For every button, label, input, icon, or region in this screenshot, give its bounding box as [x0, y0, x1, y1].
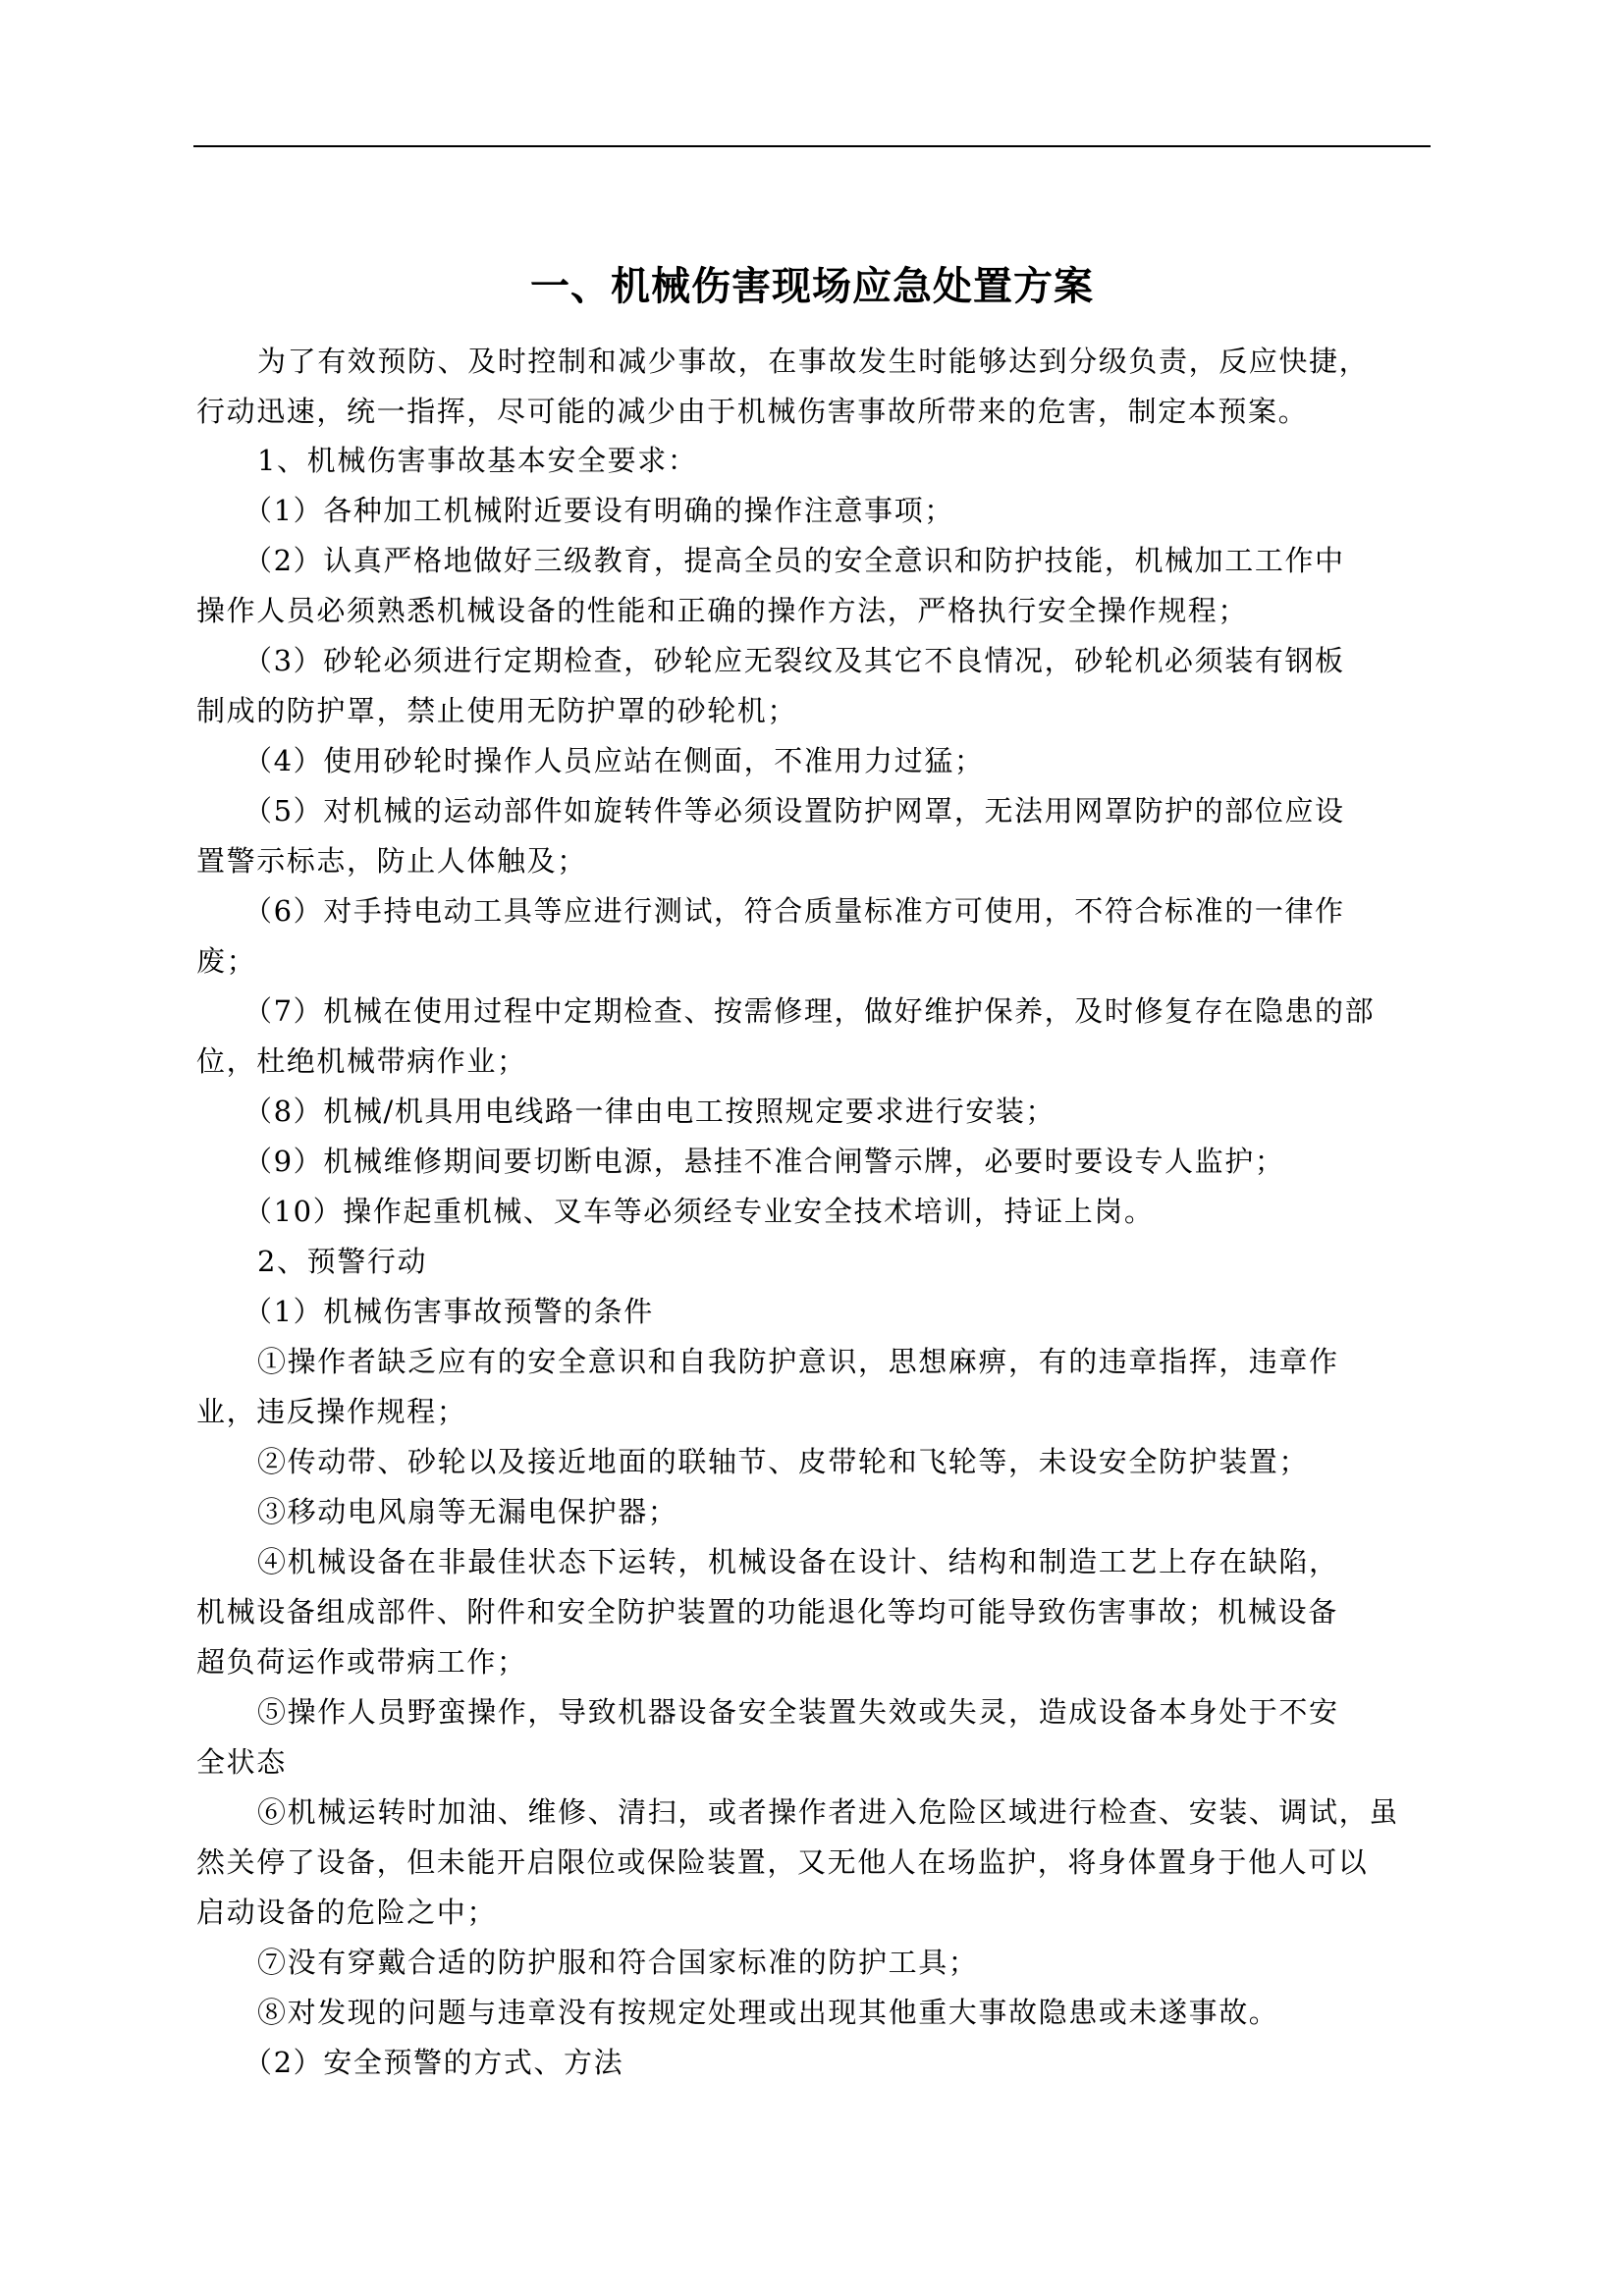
intro-line: 为了有效预防、及时控制和减少事故，在事故发生时能够达到分级负责，反应快捷，	[257, 345, 1370, 378]
condition-item: ⑤操作人员野蛮操作，导致机器设备安全装置失效或失灵，造成设备本身处于不安	[257, 1695, 1339, 1729]
requirement-item: （7）机械在使用过程中定期检查、按需修理，做好维护保养，及时修复存在隐患的部	[244, 994, 1376, 1028]
condition-item: ①操作者缺乏应有的安全意识和自我防护意识，思想麻痹，有的违章指挥，违章作	[257, 1345, 1339, 1378]
condition-item-cont: 启动设备的危险之中；	[196, 1896, 498, 1929]
requirement-item-cont: 操作人员必须熟悉机械设备的性能和正确的操作方法，严格执行安全操作规程；	[196, 594, 1249, 627]
section-heading: 2、预警行动	[257, 1245, 428, 1278]
requirement-item: （10）操作起重机械、叉车等必须经专业安全技术培训，持证上岗。	[244, 1195, 1155, 1228]
requirement-item: （6）对手持电动工具等应进行测试，符合质量标准方可使用，不符合标准的一律作	[244, 894, 1345, 928]
requirement-item-cont: 置警示标志，防止人体触及；	[196, 844, 587, 878]
condition-item-cont: 然关停了设备，但未能开启限位或保险装置，又无他人在场监护，将身体置身于他人可以	[196, 1845, 1369, 1879]
requirement-item-cont: 废；	[196, 944, 257, 978]
requirement-item: （4）使用砂轮时操作人员应站在侧面，不准用力过猛；	[244, 744, 985, 777]
requirement-item: （5）对机械的运动部件如旋转件等必须设置防护网罩，无法用网罩防护的部位应设	[244, 794, 1345, 828]
header-rule	[193, 145, 1431, 147]
subsection-heading: （1）机械伤害事故预警的条件	[244, 1295, 654, 1328]
subsection-heading: （2）安全预警的方式、方法	[244, 2046, 624, 2079]
requirement-item: （1）各种加工机械附近要设有明确的操作注意事项；	[244, 494, 954, 527]
condition-item-cont: 业，违反操作规程；	[196, 1395, 467, 1428]
page-title: 一、机械伤害现场应急处置方案	[530, 264, 1094, 309]
condition-item: ⑥机械运转时加油、维修、清扫，或者操作者进入危险区域进行检查、安装、调试，虽	[257, 1795, 1399, 1829]
condition-item: ④机械设备在非最佳状态下运转，机械设备在设计、结构和制造工艺上存在缺陷，	[257, 1545, 1339, 1578]
condition-item-cont: 超负荷运作或带病工作；	[196, 1645, 527, 1679]
intro-line: 行动迅速，统一指挥，尽可能的减少由于机械伤害事故所带来的危害，制定本预案。	[196, 395, 1309, 428]
requirement-item: （8）机械/机具用电线路一律由电工按照规定要求进行安装；	[244, 1095, 1056, 1128]
condition-item: ⑧对发现的问题与违章没有按规定处理或出现其他重大事故隐患或未遂事故。	[257, 1996, 1279, 2029]
requirement-item: （9）机械维修期间要切断电源，悬挂不准合闸警示牌，必要时要设专人监护；	[244, 1145, 1285, 1178]
section-heading: 1、机械伤害事故基本安全要求：	[257, 444, 698, 477]
requirement-item-cont: 位，杜绝机械带病作业；	[196, 1044, 527, 1078]
condition-item: ②传动带、砂轮以及接近地面的联轴节、皮带轮和飞轮等，未设安全防护装置；	[257, 1445, 1310, 1478]
condition-item-cont: 机械设备组成部件、附件和安全防护装置的功能退化等均可能导致伤害事故；机械设备	[196, 1595, 1338, 1629]
condition-item: ⑦没有穿戴合适的防护服和符合国家标准的防护工具；	[257, 1946, 979, 1979]
requirement-item: （2）认真严格地做好三级教育，提高全员的安全意识和防护技能，机械加工工作中	[244, 544, 1345, 577]
requirement-item: （3）砂轮必须进行定期检查，砂轮应无裂纹及其它不良情况，砂轮机必须装有钢板	[244, 644, 1345, 677]
condition-item-cont: 全状态	[196, 1745, 287, 1779]
requirement-item-cont: 制成的防护罩，禁止使用无防护罩的砂轮机；	[196, 694, 798, 727]
condition-item: ③移动电风扇等无漏电保护器；	[257, 1495, 678, 1528]
